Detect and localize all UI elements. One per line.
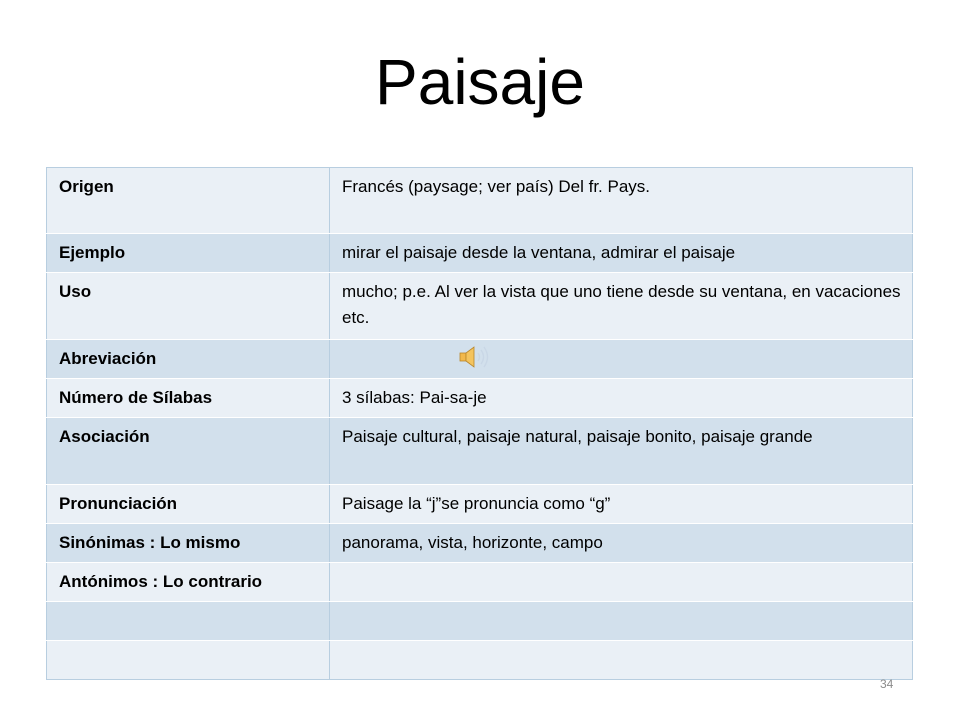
row-label-origen: Origen: [47, 168, 330, 234]
row-value-antonimos: [330, 563, 913, 602]
row-value-asociacion: Paisaje cultural, paisaje natural, paisaje bonito, paisaje grande: [330, 418, 913, 485]
row-value-sinonimas: panorama, vista, horizonte, campo: [330, 524, 913, 563]
row-label-antonimos: Antónimos : Lo contrario: [47, 563, 330, 602]
speaker-icon[interactable]: [458, 344, 492, 370]
row-value-empty-1: [330, 602, 913, 641]
row-value-uso: mucho; p.e. Al ver la vista que uno tiene desde su ventana, en vacaciones etc.: [330, 273, 913, 340]
table-row: [47, 602, 913, 641]
table-row: [47, 340, 913, 379]
row-label-asociacion: Asociación: [47, 418, 330, 485]
table-row: [47, 485, 913, 524]
row-value-origen: Francés (paysage; ver país) Del fr. Pays.: [330, 168, 913, 234]
row-value-abreviacion: [330, 340, 913, 379]
slide-title: Paisaje: [375, 46, 585, 118]
table-row: [47, 524, 913, 563]
row-value-ejemplo: mirar el paisaje desde la ventana, admirar el paisaje: [330, 234, 913, 273]
table-row: [47, 418, 913, 485]
row-value-silabas: 3 sílabas: Pai-sa-je: [330, 379, 913, 418]
row-label-silabas: Número de Sílabas: [47, 379, 330, 418]
row-label-ejemplo: Ejemplo: [47, 234, 330, 273]
row-value-empty-2: [330, 641, 913, 680]
table-row: [47, 168, 913, 234]
row-value-pronunciacion: Paisage la “j”se pronuncia como “g”: [330, 485, 913, 524]
table-row: [47, 563, 913, 602]
row-label-empty-2: [47, 641, 330, 680]
table-row: [47, 273, 913, 340]
table-row: [47, 641, 913, 680]
table-row: [47, 379, 913, 418]
page-number: 34: [880, 677, 894, 691]
row-label-abreviacion: Abreviación: [47, 340, 330, 379]
table-row: [47, 234, 913, 273]
vocabulary-table: [46, 167, 913, 680]
row-label-pronunciacion: Pronunciación: [47, 485, 330, 524]
row-label-empty-1: [47, 602, 330, 641]
row-label-uso: Uso: [47, 273, 330, 340]
row-label-sinonimas: Sinónimas : Lo mismo: [47, 524, 330, 563]
